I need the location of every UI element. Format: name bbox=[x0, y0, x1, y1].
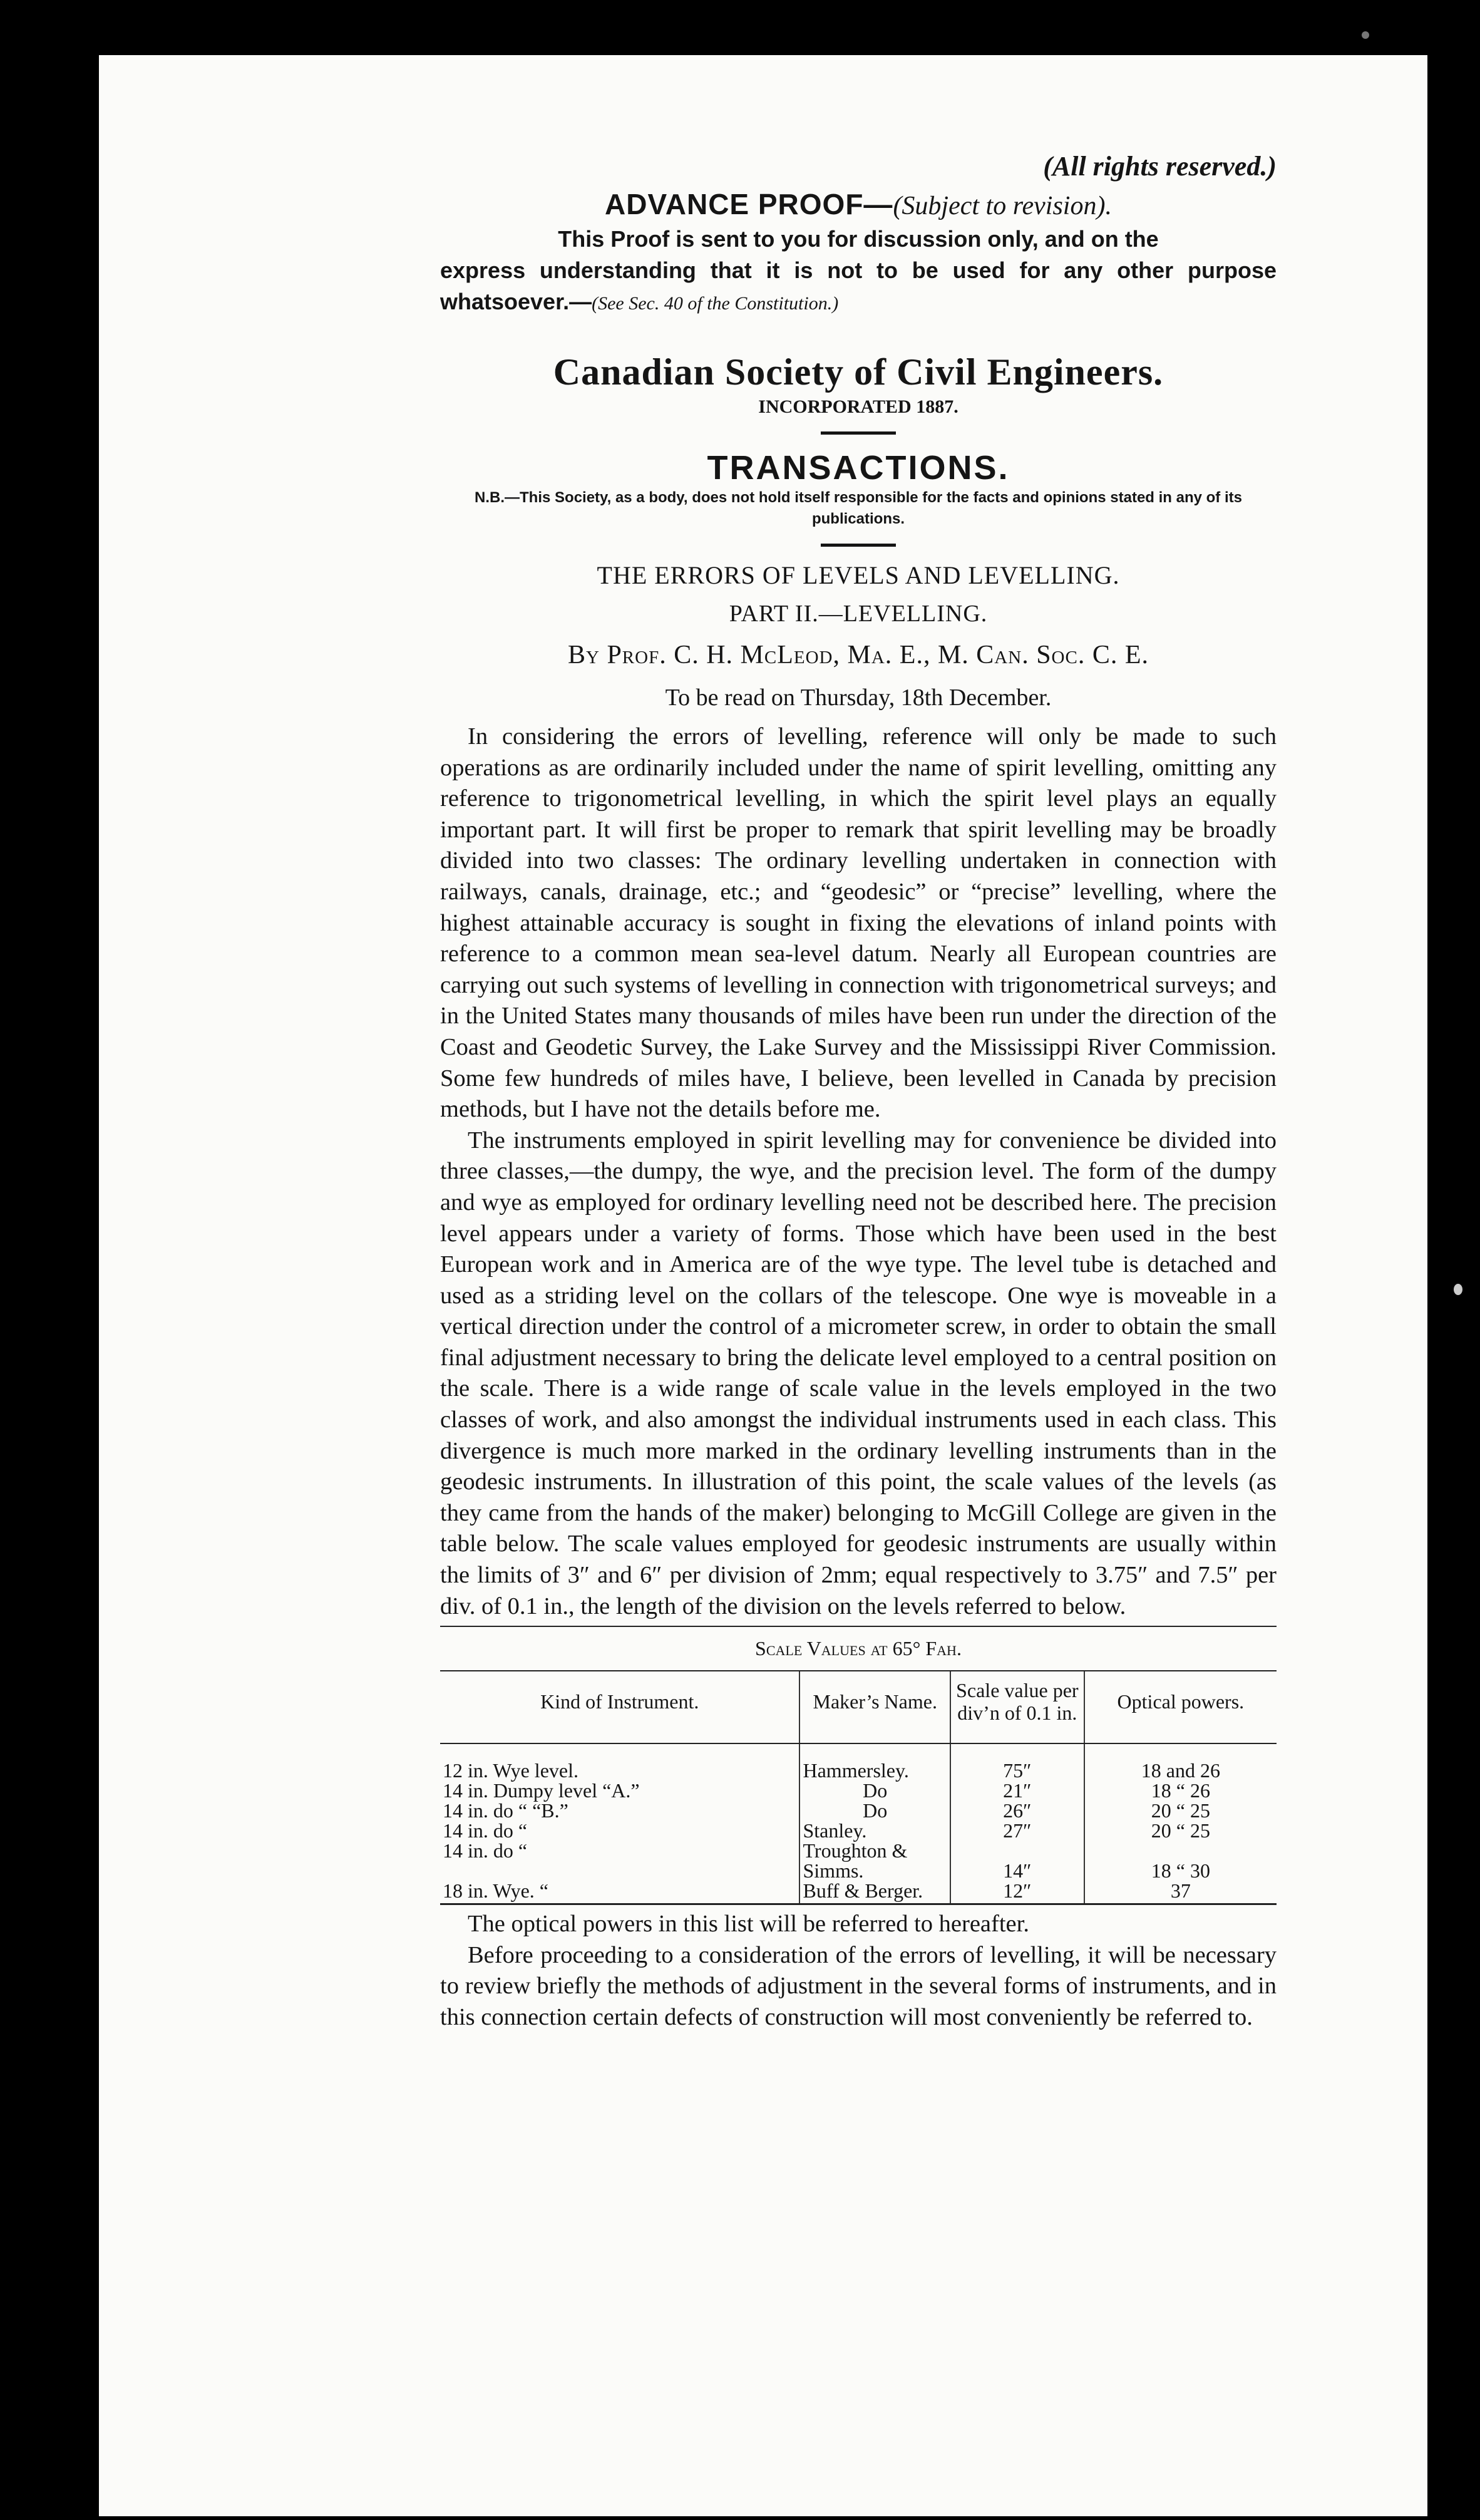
table-cell: 18 in. Wye. “ bbox=[440, 1881, 799, 1904]
closing-paragraph-2: Before proceeding to a consideration of the errors of levelling, it will be necessary to review briefly the methods of adjustment in the several forms of instruments, and in this connection certain defects of construction will most conveniently be referred to. bbox=[440, 1941, 1277, 2030]
table-cell: 18 and 26 bbox=[1084, 1743, 1277, 1780]
table-row bbox=[440, 1841, 1277, 1881]
table-cell: Buff & Berger. bbox=[799, 1881, 950, 1904]
table-cell: 18 “ 26 bbox=[1084, 1780, 1277, 1800]
column-header: Maker’s Name. bbox=[799, 1671, 950, 1743]
table-row bbox=[440, 1780, 1277, 1800]
society-name: Canadian Society of Civil Engineers. bbox=[553, 351, 1164, 393]
proof-notice bbox=[440, 224, 1277, 319]
table-cell: 26″ bbox=[950, 1800, 1084, 1820]
constitution-reference: (See Sec. 40 of the Constitution.) bbox=[592, 293, 839, 314]
table-cell: Do bbox=[799, 1780, 950, 1800]
divider bbox=[821, 544, 896, 547]
rights-notice: (All rights reserved.) bbox=[1043, 151, 1277, 182]
column-header: Optical powers. bbox=[1084, 1671, 1277, 1743]
column-header: Kind of Instrument. bbox=[440, 1671, 799, 1743]
reading-date: To be read on Thursday, 18th December. bbox=[665, 684, 1052, 711]
scale-values-table bbox=[440, 1670, 1277, 1905]
advance-proof-subtitle: (Subject to revision). bbox=[893, 192, 1112, 220]
table-cell: 20 “ 25 bbox=[1084, 1800, 1277, 1820]
proof-page bbox=[99, 55, 1427, 2516]
table-cell: 20 “ 25 bbox=[1084, 1820, 1277, 1841]
paper-title: THE ERRORS OF LEVELS AND LEVELLING. bbox=[597, 561, 1120, 589]
table-cell: 12 in. Wye level. bbox=[443, 1759, 578, 1782]
scan-speck bbox=[1454, 1284, 1462, 1295]
column-header: Scale value per div’n of 0.1 in. bbox=[950, 1671, 1084, 1743]
table-cell: 37 bbox=[1084, 1881, 1277, 1904]
divider bbox=[821, 431, 896, 435]
table-top-rule bbox=[440, 1626, 1277, 1627]
table-cell: 14 in. do “ bbox=[443, 1839, 528, 1862]
body-paragraph-2: The instruments employed in spirit levelling may for convenience be divided into three classes,—the dumpy, the wye, and the precision level. The form of the dumpy and wye as employed for ordinary levelling need not be described here. The precision level appears under a variety of forms. Those which have been used in the best European work and in America are of the wye type. The level tube is detached and used as a striding level on the collars of the telescope. One wye is moveable in a vertical direction under the control of a micrometer screw, in order to obtain the small final adjustment necessary to bring the delicate level employed to a central position on the scale. There is a wide range of scale value in the levels employed in the two classes of work, and also amongst the individual instruments used in each class. This divergence is much more marked in the ordinary levelling instruments than in the geodesic instruments. In illustration of this point, the scale values of the levels (as they came from the hands of the maker) belonging to McGill College are given in the table below. The scale values employed for geodesic instruments are usually within the limits of 3″ and 6″ per division of 2mm; equal respectively to 3.75″ and 7.5″ per div. of 0.1 in., the length of the division on the levels referred to below. bbox=[440, 1127, 1277, 1619]
table-row bbox=[440, 1800, 1277, 1820]
advance-proof-heading bbox=[440, 187, 1277, 221]
table-row bbox=[440, 1881, 1277, 1904]
advance-proof-label: ADVANCE PROOF— bbox=[605, 188, 893, 220]
table-cell: 27″ bbox=[950, 1820, 1084, 1841]
paper-part: PART II.—LEVELLING. bbox=[729, 601, 988, 627]
table-cell: 75″ bbox=[950, 1743, 1084, 1780]
table-header-row bbox=[440, 1671, 1277, 1743]
paper-author: By Prof. C. H. McLeod, Ma. E., M. Can. Soc. C. E. bbox=[567, 641, 1149, 669]
closing-paragraph-1: The optical powers in this list will be referred to hereafter. bbox=[468, 1911, 1029, 1938]
proof-notice-line1: This Proof is sent to you for discussion only, and on the bbox=[558, 226, 1159, 252]
table-cell: 14 in. do “ bbox=[443, 1819, 528, 1842]
table-cell: Troughton & Simms. bbox=[799, 1841, 950, 1881]
incorporation-line: INCORPORATED 1887. bbox=[758, 396, 958, 417]
body-paragraph-1: In considering the errors of levelling, reference will only be made to such operations as are ordinarily included under the name of spirit levelling, omitting any reference to trigonometrical levelling, in which the spirit level plays an equally important part. It will first be proper to remark that spirit levelling may be broadly divided into two classes: The ordinary levelling undertaken in connection with railways, canals, drainage, etc.; and “geodesic” or “precise” levelling, where the highest attainable accuracy is sought in fixing the elevations of inland points with reference to a common mean sea-level datum. Nearly all European countries are carrying out such systems of levelling in connection with trigonometrical surveys; and in the United States many thousands of miles have been run under the direction of the Coast and Geodetic Survey, the Lake Survey and the Mississippi River Commission. Some few hundreds of miles have, I believe, been levelled in Canada by precision methods, but I have not the details before me. bbox=[440, 723, 1277, 1123]
table-row bbox=[440, 1743, 1277, 1780]
disclaimer-note: N.B.—This Society, as a body, does not hold itself responsible for the facts and opinions stated in any of its publications. bbox=[475, 489, 1242, 527]
table-cell: Hammersley. bbox=[799, 1743, 950, 1780]
table-cell: Do bbox=[799, 1800, 950, 1820]
table-cell: Stanley. bbox=[799, 1820, 950, 1841]
table-cell: 18 “ 30 bbox=[1084, 1841, 1277, 1881]
table-cell: 14 in. do “ “B.” bbox=[443, 1799, 568, 1822]
table-row bbox=[440, 1820, 1277, 1841]
table-cell: 12″ bbox=[950, 1881, 1084, 1904]
proof-notice-rest: express understanding that it is not to be used for any other purpose whatsoever.— bbox=[440, 257, 1277, 314]
scan-speck bbox=[1362, 31, 1369, 39]
page-content bbox=[440, 150, 1277, 2033]
table-cell: 14 in. Dumpy level “A.” bbox=[443, 1779, 640, 1802]
table-cell: 21″ bbox=[950, 1780, 1084, 1800]
table-cell: 14″ bbox=[950, 1841, 1084, 1881]
table-title: Scale Values at 65° Fah. bbox=[755, 1637, 962, 1660]
transactions-heading: TRANSACTIONS. bbox=[707, 449, 1010, 487]
